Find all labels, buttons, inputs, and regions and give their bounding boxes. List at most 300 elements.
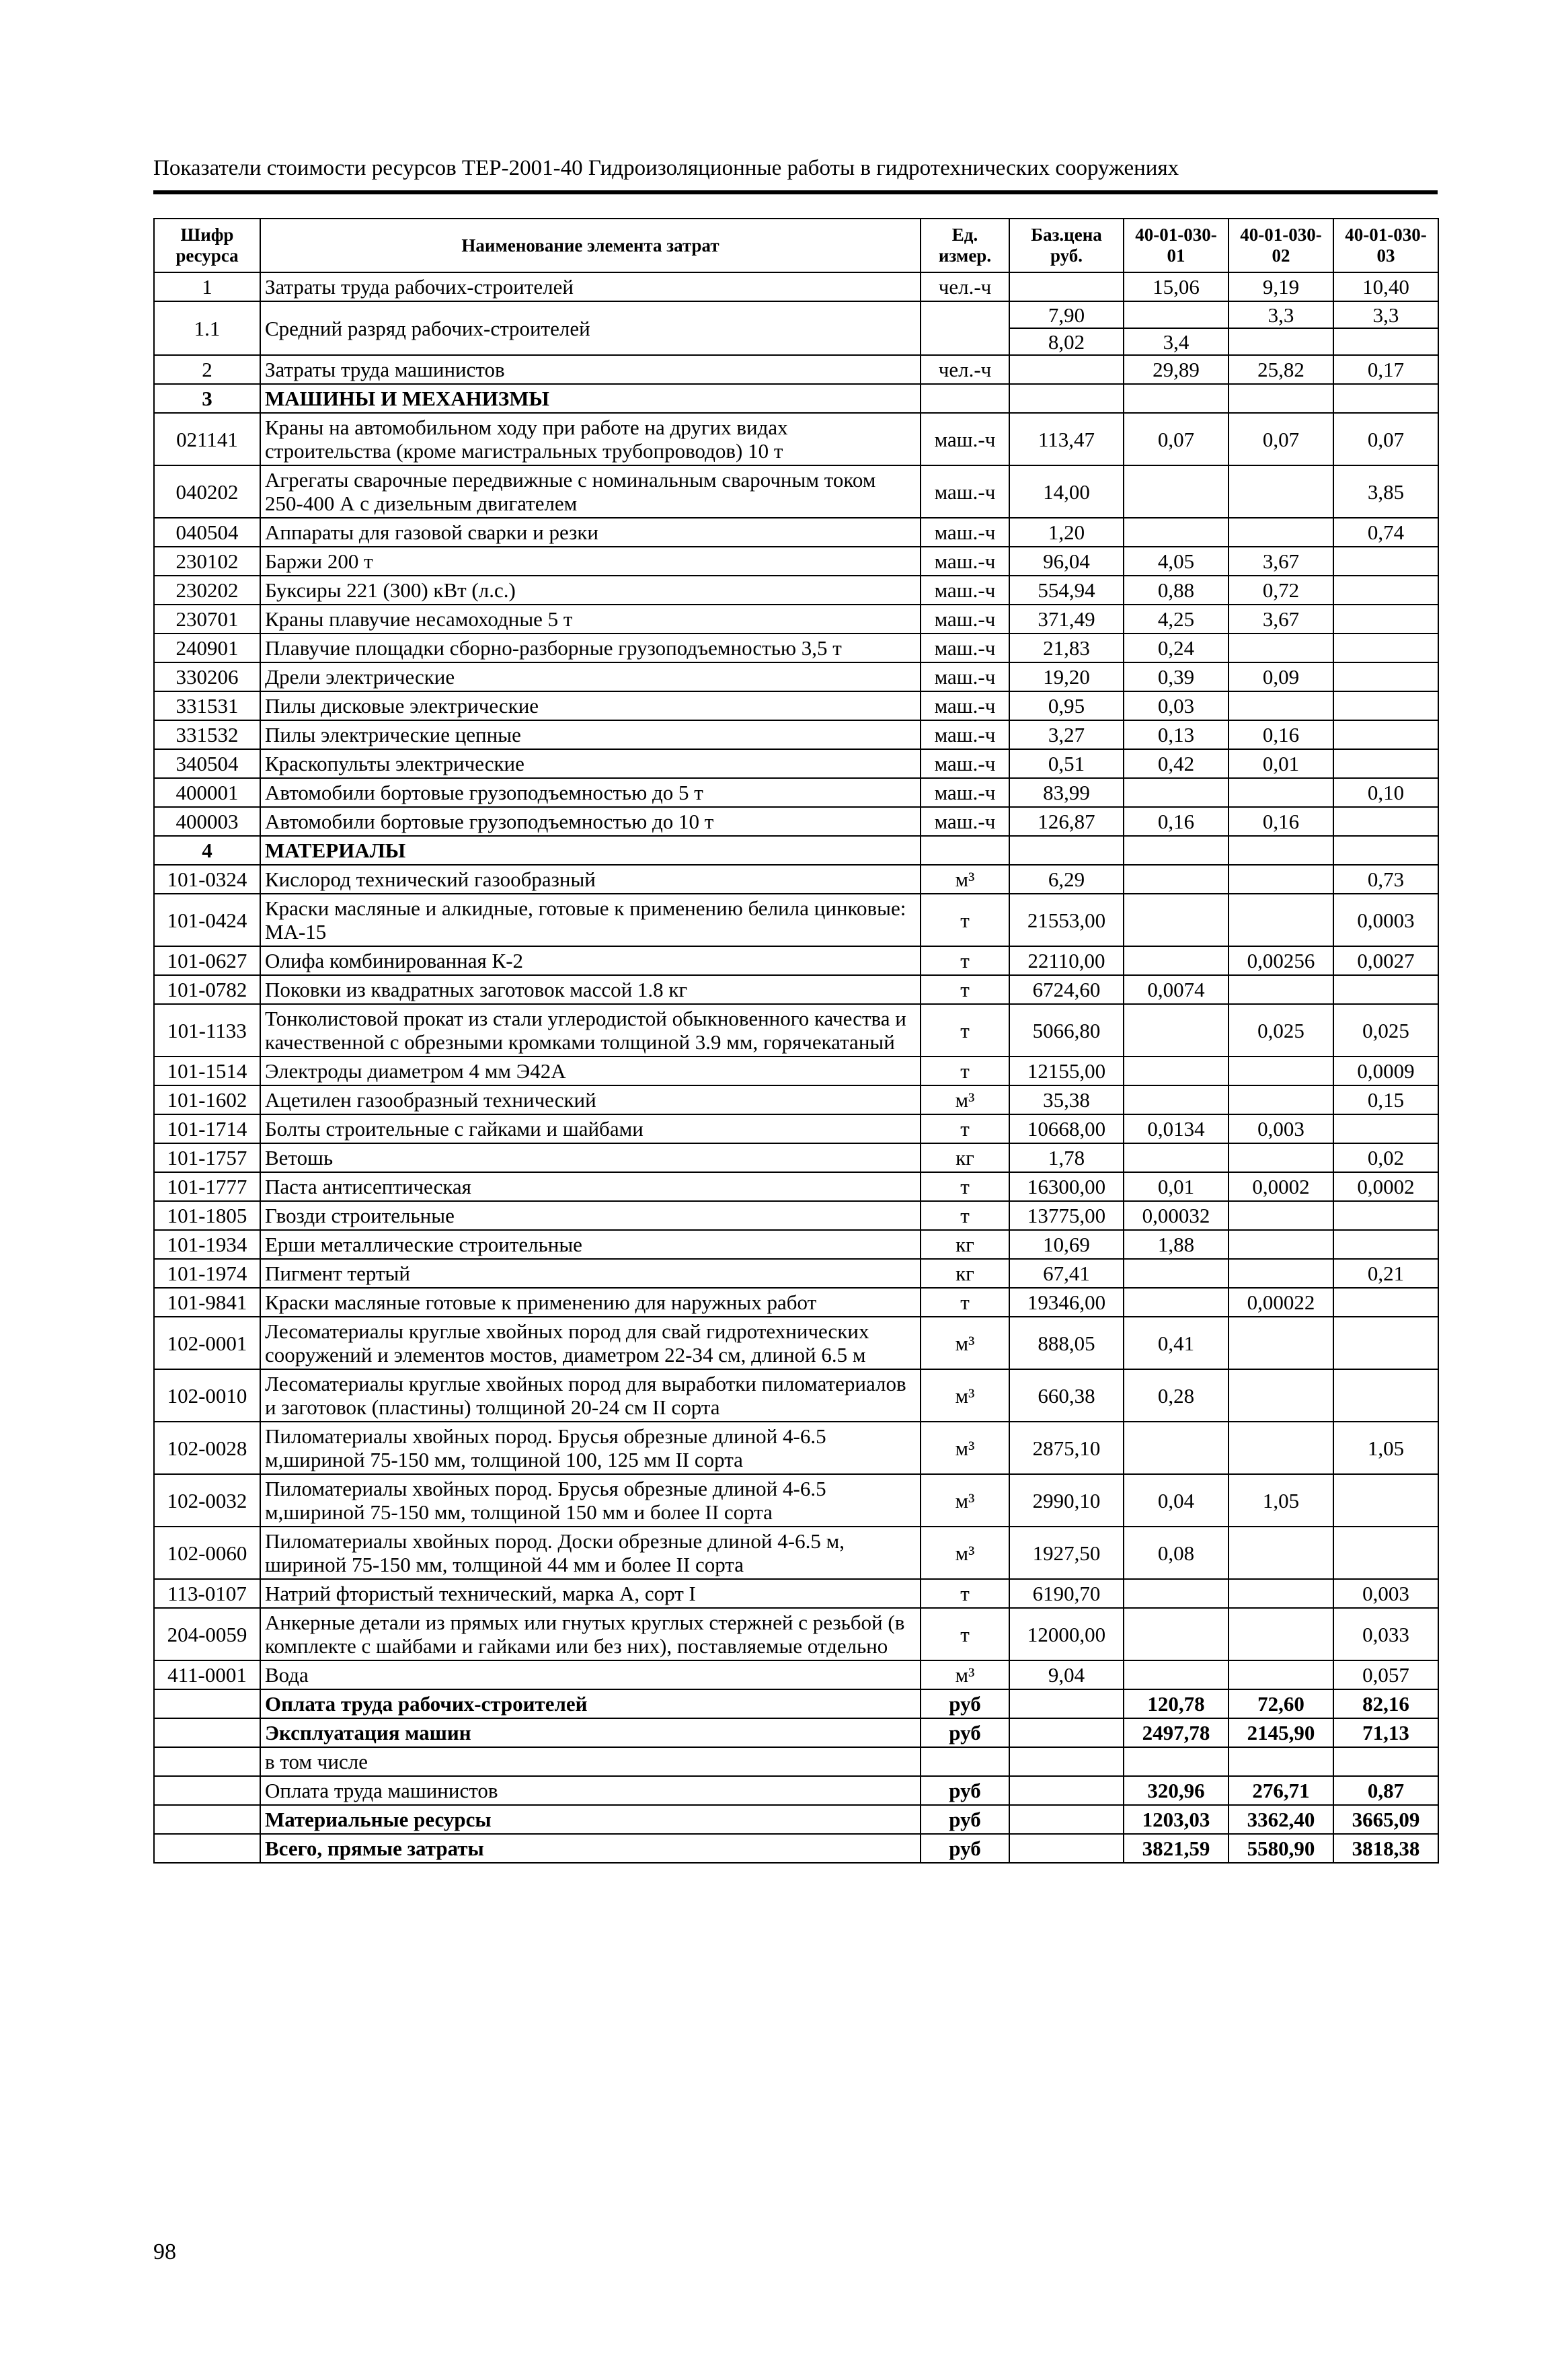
resource-name: Краскопульты электрические [260, 749, 921, 778]
resource-code: 102-0010 [154, 1369, 260, 1422]
resource-code [154, 1718, 260, 1747]
resource-code [154, 1834, 260, 1863]
value-c1 [1124, 1608, 1228, 1660]
value-c3: 0,057 [1333, 1660, 1438, 1689]
value-c2: 276,71 [1228, 1776, 1333, 1805]
value-c2 [1228, 1085, 1333, 1114]
resource-name: Олифа комбинированная К-2 [260, 946, 921, 975]
value-c3 [1333, 1474, 1438, 1527]
section-row [154, 384, 1438, 413]
value-c2: 2145,90 [1228, 1718, 1333, 1747]
resource-unit: руб [921, 1834, 1009, 1863]
value-c1: 0,00032 [1124, 1201, 1228, 1230]
base-price: 10668,00 [1009, 1114, 1124, 1143]
value-c1 [1124, 1004, 1228, 1057]
value-c1: 3821,59 [1124, 1834, 1228, 1863]
summary-row [154, 1805, 1438, 1834]
summary-row [154, 1689, 1438, 1718]
value-c3: 3665,09 [1333, 1805, 1438, 1834]
resource-unit: м³ [921, 1660, 1009, 1689]
value-c2 [1228, 975, 1333, 1004]
value-c3: 3,3 [1333, 301, 1438, 328]
table-row [154, 465, 1438, 518]
col-header-name: Наименование элемента затрат [260, 219, 921, 272]
base-price: 126,87 [1009, 807, 1124, 836]
resource-unit: т [921, 1172, 1009, 1201]
value-c1: 320,96 [1124, 1776, 1228, 1805]
value-c2 [1228, 1259, 1333, 1288]
section-code: 4 [154, 836, 260, 865]
base-price: 14,00 [1009, 465, 1124, 518]
table-row [154, 634, 1438, 662]
base-price: 6724,60 [1009, 975, 1124, 1004]
value-c3 [1333, 749, 1438, 778]
resource-name: Затраты труда рабочих-строителей [260, 272, 921, 301]
resource-name: Поковки из квадратных заготовок массой 1.8 кг [260, 975, 921, 1004]
value-c2 [1228, 1057, 1333, 1085]
resource-code: 1.1 [154, 301, 260, 355]
base-price: 12155,00 [1009, 1057, 1124, 1085]
base-price: 22110,00 [1009, 946, 1124, 975]
value-c2 [1228, 836, 1333, 865]
resource-code [154, 1776, 260, 1805]
value-c3 [1333, 384, 1438, 413]
base-price: 2875,10 [1009, 1422, 1124, 1474]
col-header-code: Шифр ресурса [154, 219, 260, 272]
value-c1: 0,01 [1124, 1172, 1228, 1201]
table-row [154, 807, 1438, 836]
value-c1: 0,41 [1124, 1317, 1228, 1369]
value-c3 [1333, 807, 1438, 836]
value-c3: 0,033 [1333, 1608, 1438, 1660]
value-c3 [1333, 1527, 1438, 1579]
value-c2: 0,07 [1228, 413, 1333, 465]
value-c3 [1333, 1317, 1438, 1369]
value-c3 [1333, 662, 1438, 691]
value-c1 [1124, 1143, 1228, 1172]
base-price: 371,49 [1009, 605, 1124, 634]
base-price: 13775,00 [1009, 1201, 1124, 1230]
resource-code: 102-0028 [154, 1422, 260, 1474]
table-row [154, 1085, 1438, 1114]
resource-name: Вода [260, 1660, 921, 1689]
value-c1 [1124, 1085, 1228, 1114]
table-row [154, 1660, 1438, 1689]
value-c2 [1228, 465, 1333, 518]
resource-code: 101-1602 [154, 1085, 260, 1114]
resource-unit: маш.-ч [921, 465, 1009, 518]
table-row [154, 865, 1438, 894]
base-price [1009, 272, 1124, 301]
resource-unit: т [921, 894, 1009, 946]
resource-unit: маш.-ч [921, 749, 1009, 778]
resource-name: Всего, прямые затраты [260, 1834, 921, 1863]
value-c1: 15,06 [1124, 272, 1228, 301]
resource-code: 101-1714 [154, 1114, 260, 1143]
value-c3 [1333, 328, 1438, 355]
value-c3 [1333, 975, 1438, 1004]
resource-code [154, 1689, 260, 1718]
value-c3 [1333, 720, 1438, 749]
resource-name: Автомобили бортовые грузоподъемностью до 5 т [260, 778, 921, 807]
resource-unit: маш.-ч [921, 778, 1009, 807]
value-c3 [1333, 836, 1438, 865]
resource-unit: м³ [921, 865, 1009, 894]
resource-code: 102-0060 [154, 1527, 260, 1579]
section-code: 3 [154, 384, 260, 413]
value-c2: 0,00022 [1228, 1288, 1333, 1317]
resource-name: Пилы дисковые электрические [260, 691, 921, 720]
value-c1: 0,42 [1124, 749, 1228, 778]
table-row [154, 1230, 1438, 1259]
table-row [154, 1422, 1438, 1474]
table-row [154, 576, 1438, 605]
resource-name: Ветошь [260, 1143, 921, 1172]
value-c3: 0,10 [1333, 778, 1438, 807]
base-price: 6190,70 [1009, 1579, 1124, 1608]
value-c1: 0,07 [1124, 413, 1228, 465]
resource-unit: кг [921, 1230, 1009, 1259]
resource-unit: м³ [921, 1474, 1009, 1527]
page-header: Показатели стоимости ресурсов ТЕР-2001-40 Гидроизоляционные работы в гидротехнических сооружениях [153, 156, 1179, 180]
base-price [1009, 1689, 1124, 1718]
resource-name: Электроды диаметром 4 мм Э42А [260, 1057, 921, 1085]
table-row [154, 1172, 1438, 1201]
base-price: 888,05 [1009, 1317, 1124, 1369]
table-row [154, 662, 1438, 691]
resource-unit: м³ [921, 1085, 1009, 1114]
resource-name: Тонколистовой прокат из стали углеродистой обыкновенного качества и качественной с обрезными кромками толщиной 3.9 мм, горячекатаный [260, 1004, 921, 1057]
value-c2 [1228, 778, 1333, 807]
resource-unit: кг [921, 1259, 1009, 1288]
base-price: 16300,00 [1009, 1172, 1124, 1201]
resource-code: 101-1805 [154, 1201, 260, 1230]
resource-name: Болты строительные с гайками и шайбами [260, 1114, 921, 1143]
resource-code: 230102 [154, 547, 260, 576]
value-c3: 3818,38 [1333, 1834, 1438, 1863]
table-row [154, 272, 1438, 301]
value-c3: 0,0002 [1333, 1172, 1438, 1201]
value-c1 [1124, 778, 1228, 807]
value-c1 [1124, 1579, 1228, 1608]
resource-name: Автомобили бортовые грузоподъемностью до 10 т [260, 807, 921, 836]
resource-unit: т [921, 975, 1009, 1004]
resource-code: 400001 [154, 778, 260, 807]
base-price: 1927,50 [1009, 1527, 1124, 1579]
resource-unit: т [921, 1057, 1009, 1085]
value-c2 [1228, 1660, 1333, 1689]
summary-row [154, 1747, 1438, 1776]
value-c1 [1124, 518, 1228, 547]
base-price: 19,20 [1009, 662, 1124, 691]
table-header-row [154, 219, 1438, 272]
resource-name: Буксиры 221 (300) кВт (л.с.) [260, 576, 921, 605]
table-row [154, 894, 1438, 946]
base-price: 21,83 [1009, 634, 1124, 662]
resource-unit: маш.-ч [921, 634, 1009, 662]
value-c1: 0,04 [1124, 1474, 1228, 1527]
value-c2: 0,0002 [1228, 1172, 1333, 1201]
base-price: 10,69 [1009, 1230, 1124, 1259]
table-row [154, 1579, 1438, 1608]
value-c1: 0,0134 [1124, 1114, 1228, 1143]
table-row [154, 1259, 1438, 1288]
resource-unit: м³ [921, 1317, 1009, 1369]
resource-name: Лесоматериалы круглые хвойных пород для выработки пиломатериалов и заготовок (пластины) толщиной 20-24 см II сорта [260, 1369, 921, 1422]
resource-code: 101-0324 [154, 865, 260, 894]
resource-unit: руб [921, 1776, 1009, 1805]
base-price [1009, 1776, 1124, 1805]
resource-unit: м³ [921, 1422, 1009, 1474]
value-c2: 5580,90 [1228, 1834, 1333, 1863]
base-price: 3,27 [1009, 720, 1124, 749]
resource-unit: руб [921, 1805, 1009, 1834]
resource-code [154, 1747, 260, 1776]
table-row [154, 778, 1438, 807]
base-price: 8,02 [1009, 328, 1124, 355]
base-price: 2990,10 [1009, 1474, 1124, 1527]
value-c3: 0,003 [1333, 1579, 1438, 1608]
table-row [154, 1527, 1438, 1579]
value-c2: 72,60 [1228, 1689, 1333, 1718]
table-row [154, 720, 1438, 749]
value-c2: 0,003 [1228, 1114, 1333, 1143]
value-c1 [1124, 1422, 1228, 1474]
resource-name: Краны на автомобильном ходу при работе на других видах строительства (кроме магистральных трубопроводов) 10 т [260, 413, 921, 465]
value-c2: 3,3 [1228, 301, 1333, 328]
resource-name: Эксплуатация машин [260, 1718, 921, 1747]
resource-code: 101-1777 [154, 1172, 260, 1201]
value-c3 [1333, 691, 1438, 720]
value-c3: 0,74 [1333, 518, 1438, 547]
base-price [1009, 1805, 1124, 1834]
resource-name: Пиломатериалы хвойных пород. Брусья обрезные длиной 4-6.5 м,шириной 75-150 мм, толщиной 150 мм и более II сорта [260, 1474, 921, 1527]
table-row [154, 1143, 1438, 1172]
resource-name: Оплата труда машинистов [260, 1776, 921, 1805]
value-c2: 1,05 [1228, 1474, 1333, 1527]
resource-code: 400003 [154, 807, 260, 836]
value-c1 [1124, 946, 1228, 975]
table-body [154, 272, 1438, 1863]
resource-code: 204-0059 [154, 1608, 260, 1660]
table-row [154, 691, 1438, 720]
value-c3 [1333, 547, 1438, 576]
resource-code [154, 1805, 260, 1834]
value-c1: 4,25 [1124, 605, 1228, 634]
page-number: 98 [153, 2239, 176, 2264]
base-price [1009, 1834, 1124, 1863]
value-c2 [1228, 518, 1333, 547]
resource-name: Материальные ресурсы [260, 1805, 921, 1834]
table-row [154, 1474, 1438, 1527]
value-c2: 0,16 [1228, 807, 1333, 836]
value-c3: 0,17 [1333, 355, 1438, 384]
value-c3: 0,07 [1333, 413, 1438, 465]
base-price: 0,95 [1009, 691, 1124, 720]
value-c1: 0,16 [1124, 807, 1228, 836]
value-c1: 2497,78 [1124, 1718, 1228, 1747]
value-c2: 3,67 [1228, 547, 1333, 576]
value-c2 [1228, 384, 1333, 413]
value-c1: 0,39 [1124, 662, 1228, 691]
resource-code: 101-1974 [154, 1259, 260, 1288]
resource-unit: кг [921, 1143, 1009, 1172]
resource-code: 331531 [154, 691, 260, 720]
table-row [154, 1288, 1438, 1317]
resource-code: 230202 [154, 576, 260, 605]
table-row [154, 1057, 1438, 1085]
value-c1 [1124, 894, 1228, 946]
table-row [154, 355, 1438, 384]
resource-code: 102-0032 [154, 1474, 260, 1527]
value-c2 [1228, 691, 1333, 720]
value-c2: 9,19 [1228, 272, 1333, 301]
value-c2: 25,82 [1228, 355, 1333, 384]
resource-code: 040504 [154, 518, 260, 547]
resource-name: Оплата труда рабочих-строителей [260, 1689, 921, 1718]
resource-code: 331532 [154, 720, 260, 749]
value-c3: 0,02 [1333, 1143, 1438, 1172]
resource-unit: маш.-ч [921, 547, 1009, 576]
resource-name: Средний разряд рабочих-строителей [260, 301, 921, 355]
resource-unit: руб [921, 1718, 1009, 1747]
value-c3: 0,15 [1333, 1085, 1438, 1114]
resource-code: 411-0001 [154, 1660, 260, 1689]
value-c3: 0,0003 [1333, 894, 1438, 946]
resource-name: Аппараты для газовой сварки и резки [260, 518, 921, 547]
value-c2 [1228, 328, 1333, 355]
value-c1: 29,89 [1124, 355, 1228, 384]
resource-code: 101-1934 [154, 1230, 260, 1259]
value-c2: 0,025 [1228, 1004, 1333, 1057]
header-rule [153, 190, 1438, 194]
summary-row [154, 1776, 1438, 1805]
value-c2 [1228, 1201, 1333, 1230]
base-price [1009, 355, 1124, 384]
value-c1: 120,78 [1124, 1689, 1228, 1718]
value-c3: 10,40 [1333, 272, 1438, 301]
base-price [1009, 836, 1124, 865]
resource-code: 101-0424 [154, 894, 260, 946]
value-c3: 0,0009 [1333, 1057, 1438, 1085]
value-c3: 82,16 [1333, 1689, 1438, 1718]
resource-unit: т [921, 1201, 1009, 1230]
resource-code: 340504 [154, 749, 260, 778]
base-price: 12000,00 [1009, 1608, 1124, 1660]
base-price: 554,94 [1009, 576, 1124, 605]
value-c3 [1333, 1201, 1438, 1230]
table-row [154, 547, 1438, 576]
resource-name: Плавучие площадки сборно-разборные грузоподъемностью 3,5 т [260, 634, 921, 662]
value-c1 [1124, 1660, 1228, 1689]
base-price [1009, 1747, 1124, 1776]
resource-code: 1 [154, 272, 260, 301]
value-c3 [1333, 605, 1438, 634]
table-row [154, 301, 1438, 328]
value-c2 [1228, 1422, 1333, 1474]
resource-name: Кислород технический газообразный [260, 865, 921, 894]
resource-unit: т [921, 1114, 1009, 1143]
value-c2: 3362,40 [1228, 1805, 1333, 1834]
value-c2 [1228, 634, 1333, 662]
summary-row [154, 1834, 1438, 1863]
col-header-c2: 40-01-030-02 [1228, 219, 1333, 272]
value-c2 [1228, 1608, 1333, 1660]
resource-unit: маш.-ч [921, 576, 1009, 605]
resource-unit: т [921, 946, 1009, 975]
resource-code: 101-1757 [154, 1143, 260, 1172]
resource-unit: маш.-ч [921, 413, 1009, 465]
resource-unit: м³ [921, 1369, 1009, 1422]
resource-unit [921, 384, 1009, 413]
value-c1 [1124, 865, 1228, 894]
value-c2 [1228, 1230, 1333, 1259]
table-row [154, 749, 1438, 778]
value-c3: 3,85 [1333, 465, 1438, 518]
value-c2 [1228, 894, 1333, 946]
value-c3: 0,87 [1333, 1776, 1438, 1805]
table-row [154, 605, 1438, 634]
value-c2 [1228, 1579, 1333, 1608]
resource-code: 021141 [154, 413, 260, 465]
value-c2: 3,67 [1228, 605, 1333, 634]
value-c2: 0,00256 [1228, 946, 1333, 975]
value-c1: 0,28 [1124, 1369, 1228, 1422]
col-header-c1: 40-01-030-01 [1124, 219, 1228, 272]
resource-name: Анкерные детали из прямых или гнутых круглых стержней с резьбой (в комплекте с шайбами и гайками или без них), поставляемые отдельно [260, 1608, 921, 1660]
value-c3 [1333, 1288, 1438, 1317]
value-c3 [1333, 1369, 1438, 1422]
value-c1 [1124, 1288, 1228, 1317]
table-row [154, 975, 1438, 1004]
resource-code: 240901 [154, 634, 260, 662]
base-price [1009, 384, 1124, 413]
resource-name: Паста антисептическая [260, 1172, 921, 1201]
base-price: 35,38 [1009, 1085, 1124, 1114]
resource-unit: руб [921, 1689, 1009, 1718]
value-c3: 0,0027 [1333, 946, 1438, 975]
table-row [154, 1201, 1438, 1230]
resource-unit [921, 1747, 1009, 1776]
resource-unit: т [921, 1004, 1009, 1057]
value-c3: 1,05 [1333, 1422, 1438, 1474]
resource-name: Пигмент тертый [260, 1259, 921, 1288]
resource-unit: маш.-ч [921, 691, 1009, 720]
value-c1 [1124, 1259, 1228, 1288]
summary-row [154, 1718, 1438, 1747]
value-c3 [1333, 576, 1438, 605]
table-row [154, 413, 1438, 465]
base-price: 21553,00 [1009, 894, 1124, 946]
resource-name: Краны плавучие несамоходные 5 т [260, 605, 921, 634]
base-price: 67,41 [1009, 1259, 1124, 1288]
resource-code: 101-9841 [154, 1288, 260, 1317]
col-header-price: Баз.цена руб. [1009, 219, 1124, 272]
value-c1: 0,13 [1124, 720, 1228, 749]
value-c1: 4,05 [1124, 547, 1228, 576]
value-c1 [1124, 836, 1228, 865]
resource-name: Краски масляные и алкидные, готовые к применению белила цинковые: МА-15 [260, 894, 921, 946]
resource-unit: маш.-ч [921, 518, 1009, 547]
resource-unit: маш.-ч [921, 605, 1009, 634]
resource-unit: т [921, 1288, 1009, 1317]
value-c3 [1333, 1114, 1438, 1143]
resource-name: Баржи 200 т [260, 547, 921, 576]
value-c1: 0,24 [1124, 634, 1228, 662]
resource-name: Агрегаты сварочные передвижные с номинальным сварочным током 250-400 А с дизельным двигателем [260, 465, 921, 518]
base-price: 1,20 [1009, 518, 1124, 547]
resource-name: Натрий фтористый технический, марка А, сорт I [260, 1579, 921, 1608]
